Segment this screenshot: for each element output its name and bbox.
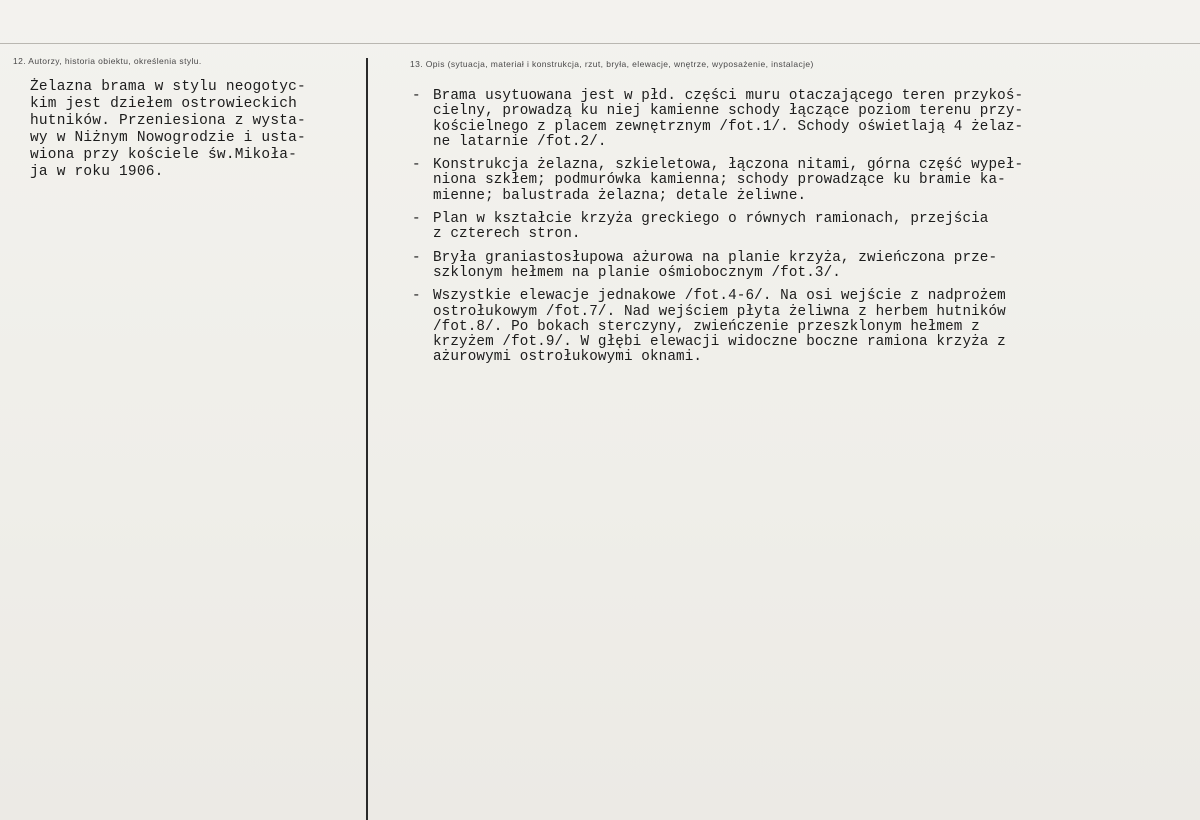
description-line: Konstrukcja żelazna, szkieletowa, łączona nitami, górna część wypeł- xyxy=(433,157,1024,174)
description-line: mienne; balustrada żelazna; detale żeliwne. xyxy=(433,187,807,204)
description-line: Brama usytuowana jest w płd. części muru otaczającego teren przykoś- xyxy=(433,88,1024,104)
description-line: krzyżem /fot.9/. W głębi elewacji widoczne boczne ramiona krzyża z xyxy=(433,334,1006,351)
bullet-dash: - xyxy=(412,249,421,266)
description-line: kościelnego z placem zewnętrznym /fot.1/. Schody oświetlają 4 żelaz- xyxy=(433,118,1024,135)
description-line: niona szkłem; podmurówka kamienna; schody prowadzące ku bramie ka- xyxy=(433,172,1006,189)
bullet-dash: - xyxy=(412,211,421,228)
description-line: cielny, prowadzą ku niej kamienne schody łączące poziom terenu przy- xyxy=(433,103,1024,120)
top-rule xyxy=(0,43,1200,44)
bullet-dash: - xyxy=(412,157,421,174)
bullet-dash: - xyxy=(412,88,421,104)
description-item xyxy=(412,251,1192,282)
description-item xyxy=(412,89,1192,150)
description-line: ostrołukowym /fot.7/. Nad wejściem płyta żeliwna z herbem hutników xyxy=(433,303,1006,320)
description-list xyxy=(412,89,1192,374)
section-12-header: 12. Autorzy, historia obiektu, określenia stylu. xyxy=(13,56,202,66)
description-item xyxy=(412,289,1192,365)
description-item xyxy=(412,158,1192,204)
history-line: hutników. Przeniesiona z wysta- xyxy=(30,113,306,129)
history-line: Żelazna brama w stylu neogotyc- xyxy=(30,79,306,95)
history-line: ja w roku 1906. xyxy=(30,164,164,180)
description-line: ażurowymi ostrołukowymi oknami. xyxy=(433,349,703,366)
description-line: szklonym hełmem na planie ośmiobocznym /fot.3/. xyxy=(433,264,841,281)
bullet-dash: - xyxy=(412,288,421,305)
description-line: Bryła graniastosłupowa ażurowa na planie krzyża, zwieńczona prze- xyxy=(433,249,998,266)
description-line: z czterech stron. xyxy=(433,226,581,243)
column-divider xyxy=(366,58,368,820)
history-text xyxy=(30,79,360,181)
history-line: wy w Niżnym Nowogrodzie i usta- xyxy=(30,130,306,146)
description-line: Plan w kształcie krzyża greckiego o równych ramionach, przejścia xyxy=(433,211,989,228)
history-line: wiona przy kościele św.Mikoła- xyxy=(30,147,298,163)
description-line: Wszystkie elewacje jednakowe /fot.4-6/. Na osi wejście z nadprożem xyxy=(433,288,1006,305)
history-line: kim jest dziełem ostrowieckich xyxy=(30,96,298,112)
section-13-header: 13. Opis (sytuacja, materiał i konstrukcja, rzut, bryła, elewacje, wnętrze, wyposażenie, instalacje) xyxy=(410,59,814,69)
description-line: /fot.8/. Po bokach sterczyny, zwieńczenie przeszklonym hełmem z xyxy=(433,318,980,335)
description-line: ne latarnie /fot.2/. xyxy=(433,133,607,150)
description-item xyxy=(412,212,1192,243)
